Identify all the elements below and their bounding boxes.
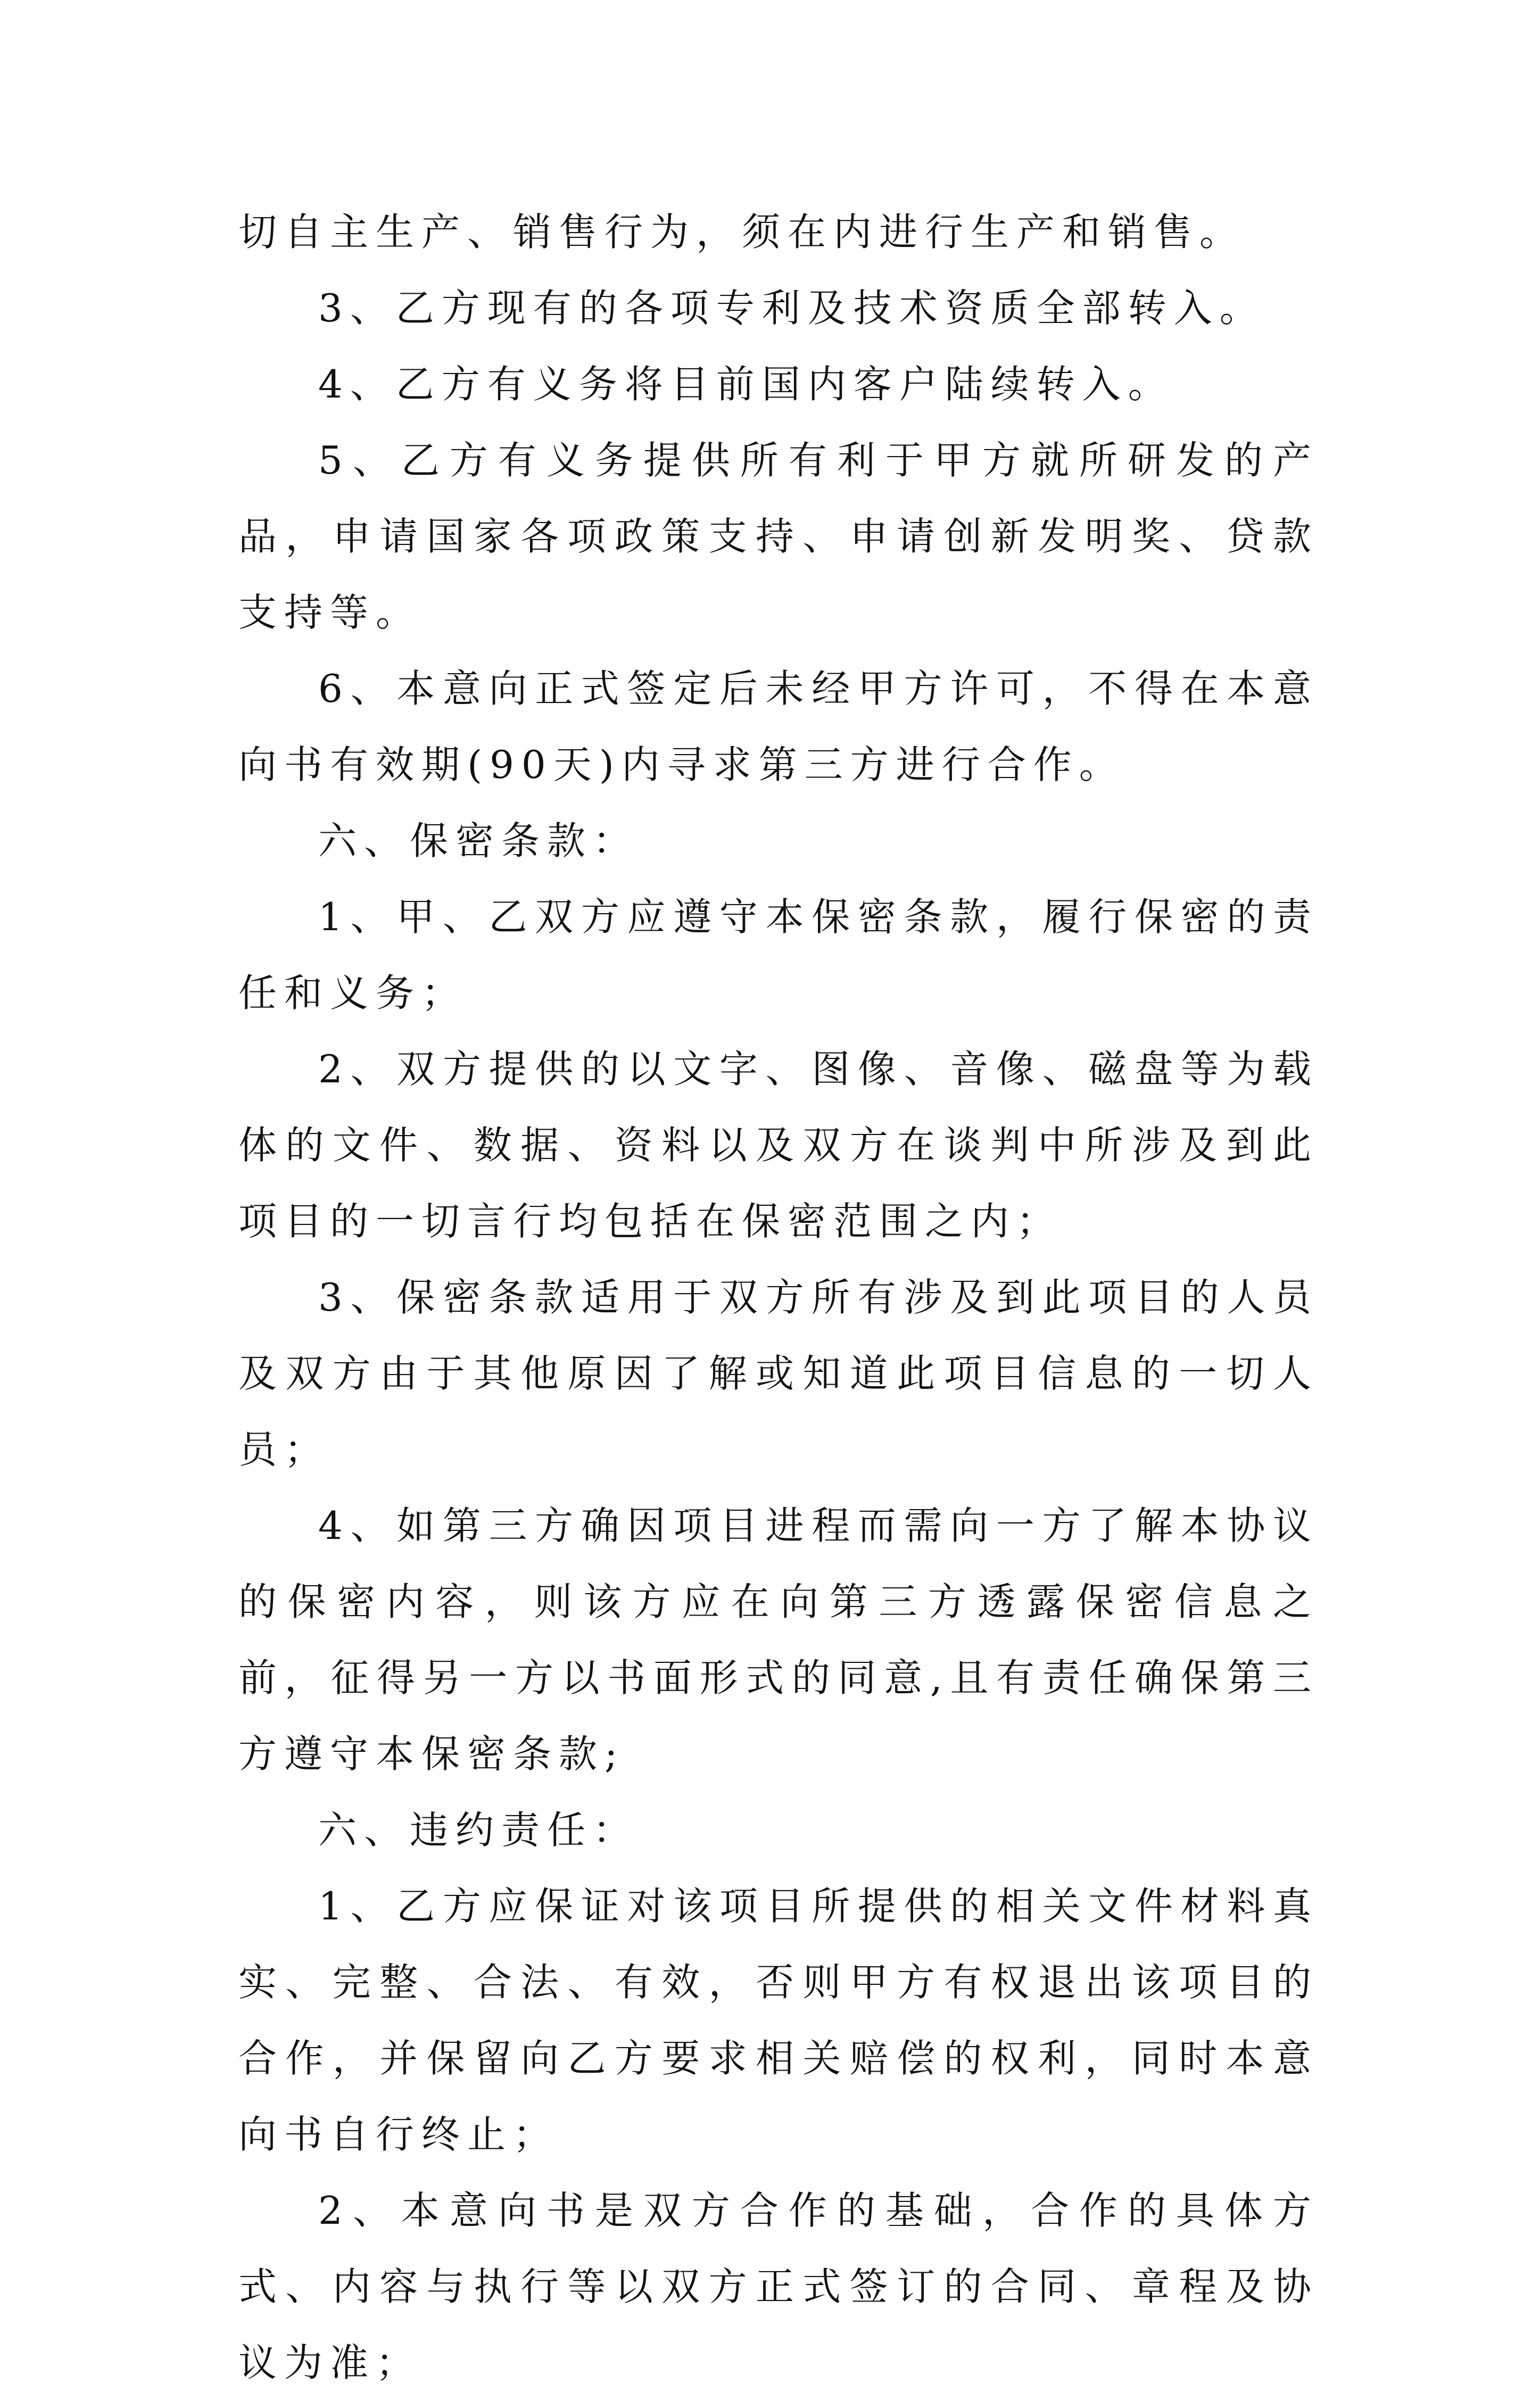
paragraph: 5、乙方有义务提供所有利于甲方就所研发的产品，申请国家各项政策支持、申请创新发明奖、贷款支持等。	[238, 438, 1319, 635]
paragraph: 切自主生产、销售行为，须在内进行生产和销售。	[238, 210, 1246, 254]
paragraph: 4、如第三方确因项目进程而需向一方了解本协议的保密内容，则该方应在向第三方透露保密信息之前，征得另一方以书面形式的同意,且有责任确保第三方遵守本保密条款;	[238, 1503, 1319, 1776]
paragraph: 1、甲、乙双方应遵守本保密条款，履行保密的责任和义务；	[238, 895, 1319, 1015]
paragraph: 2、本意向书是双方合作的基础，合作的具体方式、内容与执行等以双方正式签订的合同、章程及协议为准；	[238, 2188, 1319, 2385]
paragraph: 2、双方提供的以文字、图像、音像、磁盘等为载体的文件、数据、资料以及双方在谈判中所涉及到此项目的一切言行均包括在保密范围之内；	[238, 1047, 1319, 1244]
paragraph: 4、乙方有义务将目前国内客户陆续转入。	[318, 362, 1174, 407]
section-heading: 六、违约责任：	[318, 1808, 639, 1852]
section-heading: 六、保密条款：	[318, 818, 639, 863]
paragraph: 1、乙方应保证对该项目所提供的相关文件材料真实、完整、合法、有效，否则甲方有权退出该项目的合作，并保留向乙方要求相关赔偿的权利，同时本意向书自行终止；	[238, 1884, 1319, 2157]
paragraph: 3、乙方现有的各项专利及技术资质全部转入。	[318, 286, 1265, 330]
paragraph: 6、本意向正式签定后未经甲方许可，不得在本意向书有效期(90天)内寻求第三方进行合作。	[238, 666, 1319, 787]
paragraph: 3、保密条款适用于双方所有涉及到此项目的人员及双方由于其他原因了解或知道此项目信息的一切人员；	[238, 1275, 1319, 1472]
document-body	[238, 194, 1319, 2401]
